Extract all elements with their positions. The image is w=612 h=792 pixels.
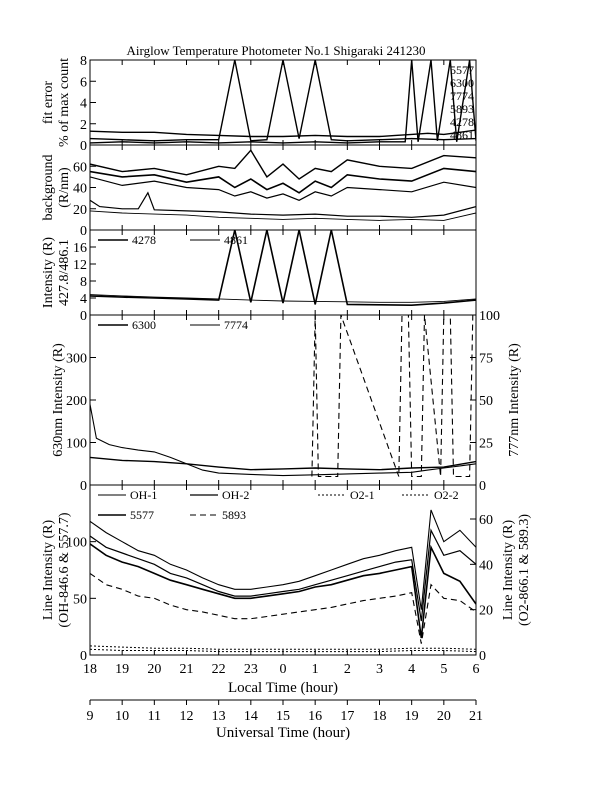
y-axis-label-right-intensity-6300-7774: 777nm Intensity (R) bbox=[507, 343, 522, 457]
y-axis-label-line-intensity: Line Intensity (R) bbox=[41, 519, 56, 621]
y-axis-label-fit-error: fit error bbox=[41, 80, 56, 125]
y-tick-label-right-intensity-6300-7774: 75 bbox=[479, 351, 493, 367]
y-axis-label-background: background bbox=[41, 154, 56, 221]
x-tick-label-local: 0 bbox=[279, 662, 287, 677]
y-tick-label-background: 0 bbox=[80, 224, 87, 239]
legend-label-fit-error: 5893 bbox=[450, 102, 474, 116]
y-tick-label-right-intensity-6300-7774: 50 bbox=[479, 394, 493, 409]
x-tick-label-ut: 18 bbox=[372, 709, 387, 724]
series-line-intensity-6300-7774-6300 bbox=[90, 404, 476, 475]
x-tick-label-ut: 17 bbox=[340, 709, 355, 724]
series-line-intensity-6300-7774-dashed bbox=[312, 315, 473, 477]
panels-group bbox=[41, 54, 532, 664]
series-line-intensity-6300-7774-7774 bbox=[90, 457, 476, 469]
x-tick-label-local: 23 bbox=[243, 662, 258, 677]
y-tick-label-right-line-intensity: 20 bbox=[479, 603, 493, 619]
series-line-line-intensity-O2-1 bbox=[90, 646, 476, 649]
x-tick-label-local: 1 bbox=[311, 662, 319, 677]
series-line-fit-error-2 bbox=[90, 60, 476, 143]
y-tick-label-intensity-4278-4861: 0 bbox=[80, 309, 87, 324]
x-tick-label-ut: 9 bbox=[86, 709, 94, 724]
legend-label-intensity-6300-7774: 6300 bbox=[132, 318, 156, 332]
x-tick-label-local: 6 bbox=[472, 662, 480, 677]
x-axis-label-local: Local Time (hour) bbox=[228, 680, 338, 696]
y-tick-label-fit-error: 4 bbox=[80, 96, 87, 112]
legend-label-line-intensity: OH-1 bbox=[130, 488, 158, 502]
y-axis-label-intensity-4278-4861: Intensity (R) bbox=[41, 236, 56, 309]
y-tick-label-right-intensity-6300-7774: 100 bbox=[479, 309, 500, 324]
x-tick-label-ut: 10 bbox=[115, 709, 130, 724]
y-tick-label-right-line-intensity: 40 bbox=[479, 558, 493, 574]
panel-frame-intensity-6300-7774 bbox=[90, 315, 476, 485]
series-line-background-1 bbox=[90, 168, 476, 192]
x-tick-label-ut: 19 bbox=[404, 709, 419, 724]
x-tick-label-local: 3 bbox=[376, 662, 383, 677]
y-axis-label2-intensity-4278-4861: 427.8/486.1 bbox=[57, 239, 72, 306]
y-tick-label-background: 40 bbox=[73, 181, 87, 197]
y-tick-label-right-intensity-6300-7774: 25 bbox=[479, 436, 493, 452]
y-tick-label-intensity-6300-7774: 100 bbox=[66, 436, 87, 452]
x-tick-label-ut: 21 bbox=[469, 709, 483, 724]
x-tick-label-local: 22 bbox=[211, 662, 226, 677]
y-tick-label-line-intensity: 100 bbox=[66, 535, 87, 551]
y-axis-label-right2-line-intensity: (O2-866.1 & 589.3) bbox=[517, 514, 532, 626]
y-tick-label-fit-error: 8 bbox=[80, 54, 87, 69]
x-tick-label-local: 18 bbox=[83, 662, 97, 677]
y-tick-label-right-line-intensity: 0 bbox=[479, 649, 486, 664]
x-axis-label-ut: Universal Time (hour) bbox=[215, 725, 351, 741]
x-tick-label-ut: 13 bbox=[211, 709, 226, 724]
y-axis-label2-line-intensity: (OH-846.6 & 557.7) bbox=[57, 512, 72, 628]
x-tick-label-local: 2 bbox=[343, 662, 351, 677]
x-tick-label-ut: 12 bbox=[179, 709, 194, 724]
series-line-line-intensity-OH-1 bbox=[90, 510, 476, 610]
y-tick-label-line-intensity: 0 bbox=[80, 649, 87, 664]
y-tick-label-intensity-4278-4861: 8 bbox=[80, 275, 87, 290]
x-tick-label-local: 19 bbox=[115, 662, 130, 677]
x-tick-label-local: 4 bbox=[408, 662, 416, 677]
x-tick-label-local: 21 bbox=[179, 662, 194, 677]
y-axis-label-intensity-6300-7774: 630nm Intensity (R) bbox=[51, 343, 66, 457]
legend-label-line-intensity: O2-1 bbox=[350, 488, 375, 502]
legend-label-line-intensity: OH-2 bbox=[222, 488, 250, 502]
chart-title: Airglow Temperature Photometer No.1 Shigaraki 241230 bbox=[126, 43, 426, 58]
x-tick-label-ut: 16 bbox=[308, 709, 323, 724]
series-line-background-2 bbox=[90, 177, 476, 200]
y-tick-label-intensity-4278-4861: 4 bbox=[80, 292, 87, 307]
x-tick-label-ut: 15 bbox=[276, 709, 290, 724]
y-tick-label-fit-error: 2 bbox=[80, 117, 87, 133]
legend-label-line-intensity: 5577 bbox=[130, 508, 154, 522]
x-tick-label-local: 20 bbox=[147, 662, 162, 677]
legend-label-intensity-4278-4861: 4861 bbox=[224, 233, 248, 247]
y-axis-label2-fit-error: % of max count bbox=[57, 57, 72, 148]
y-tick-label-right-intensity-6300-7774: 0 bbox=[479, 479, 486, 494]
x-tick-label-ut: 11 bbox=[147, 709, 162, 724]
y-tick-label-intensity-4278-4861: 12 bbox=[73, 258, 87, 273]
y-tick-label-background: 60 bbox=[73, 160, 87, 176]
y-tick-label-intensity-4278-4861: 16 bbox=[73, 241, 87, 256]
y-tick-label-intensity-6300-7774: 0 bbox=[80, 479, 87, 494]
x-tick-label-local: 5 bbox=[440, 662, 448, 677]
legend-label-fit-error: 5577 bbox=[450, 63, 474, 77]
legend-label-fit-error: 7774 bbox=[450, 89, 474, 103]
y-axis-label2-background: (R/nm) bbox=[57, 167, 72, 208]
y-tick-label-background: 20 bbox=[73, 202, 87, 218]
y-tick-label-line-intensity: 50 bbox=[73, 592, 87, 608]
legend-label-fit-error: 4861 bbox=[450, 128, 474, 142]
y-tick-label-fit-error: 6 bbox=[80, 75, 87, 91]
legend-label-fit-error: 4278 bbox=[450, 115, 474, 129]
x-tick-label-ut: 14 bbox=[243, 709, 258, 724]
legend-label-fit-error: 6300 bbox=[450, 76, 474, 90]
legend-label-line-intensity: 5893 bbox=[222, 508, 246, 522]
x-tick-label-ut: 20 bbox=[436, 709, 451, 724]
y-tick-label-intensity-6300-7774: 300 bbox=[66, 351, 87, 367]
legend-label-intensity-6300-7774: 7774 bbox=[224, 318, 248, 332]
series-line-line-intensity-OH-2 bbox=[90, 530, 476, 621]
legend-label-intensity-4278-4861: 4278 bbox=[132, 233, 156, 247]
y-tick-label-intensity-6300-7774: 200 bbox=[66, 394, 87, 409]
y-axis-label-right-line-intensity: Line Intensity (R) bbox=[501, 519, 516, 621]
y-tick-label-fit-error: 0 bbox=[80, 139, 87, 154]
legend-label-line-intensity: O2-2 bbox=[434, 488, 459, 502]
series-line-fit-error-1 bbox=[90, 60, 476, 141]
y-tick-label-right-line-intensity: 60 bbox=[479, 513, 493, 528]
